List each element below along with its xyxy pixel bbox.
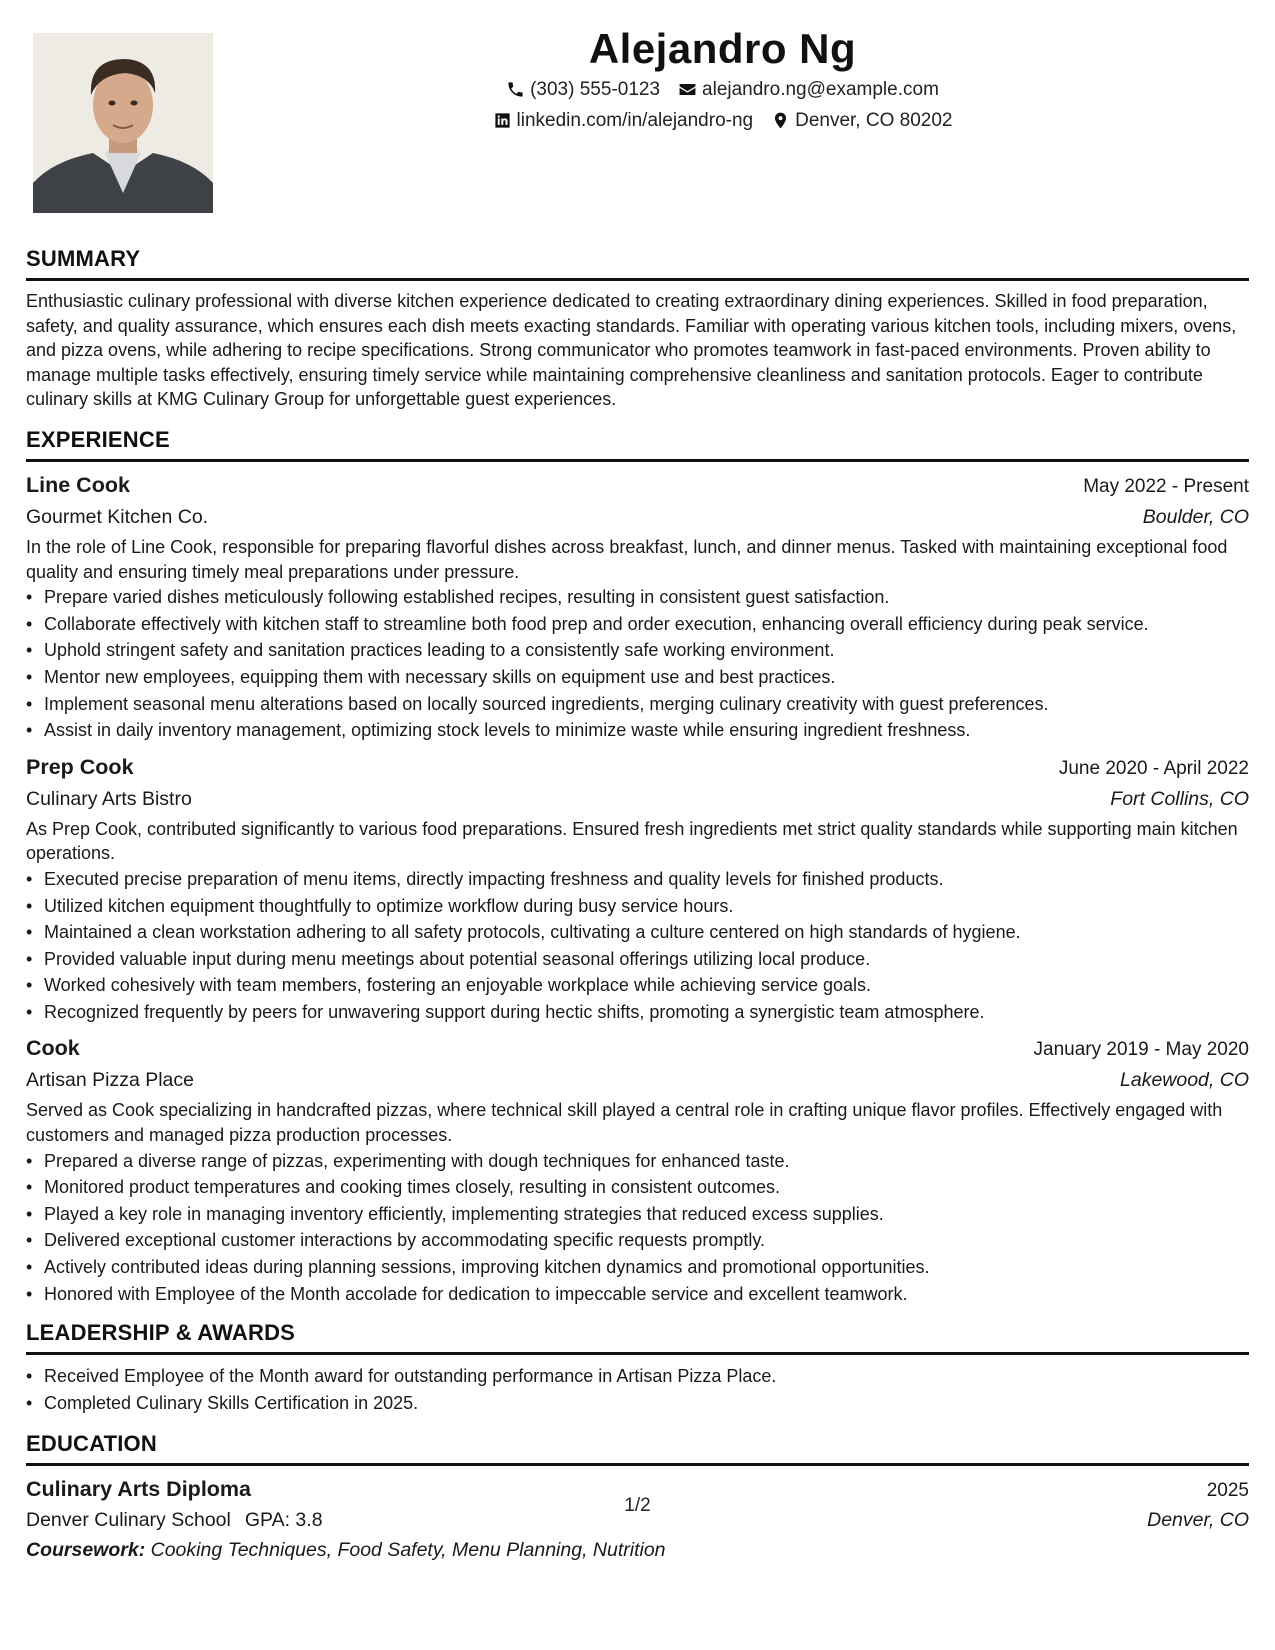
job-bullets <box>26 866 1249 1026</box>
job-location: Boulder, CO <box>1142 505 1249 528</box>
summary-section <box>26 245 1249 412</box>
job-bullets <box>26 1148 1249 1308</box>
job-bullet: • Utilized kitchen equipment thoughtfully to optimize workflow during busy service hours. <box>44 893 1249 920</box>
phone-icon <box>506 80 525 99</box>
job-dates: January 2019 - May 2020 <box>1033 1039 1249 1061</box>
section-title-awards: LEADERSHIP & AWARDS <box>26 1320 296 1346</box>
job-bullets <box>26 584 1249 744</box>
profile-photo-image <box>33 33 213 213</box>
linkedin-url[interactable]: linkedin.com/in/alejandro-ng <box>516 110 754 131</box>
job-bullet: • Implement seasonal menu alterations based on locally sourced ingredients, merging culinary creativity with guest preferences. <box>44 691 1249 718</box>
job-bullet: • Actively contributed ideas during planning sessions, improving kitchen dynamics and promotional opportunities. <box>44 1254 1249 1281</box>
gpa: GPA: 3.8 <box>244 1509 323 1532</box>
job-location: Fort Collins, CO <box>1110 787 1249 810</box>
awards-section <box>26 1319 1249 1416</box>
job-bullet: • Uphold stringent safety and sanitation practices leading to a consistently safe working environment. <box>44 637 1249 664</box>
contact-location <box>771 105 952 136</box>
profile-photo <box>33 33 213 213</box>
award-item: • Received Employee of the Month award for outstanding performance in Artisan Pizza Place. <box>44 1363 1249 1390</box>
job-company: Artisan Pizza Place <box>26 1069 194 1092</box>
job-bullet: • Prepare varied dishes meticulously following established recipes, resulting in consistent guest satisfaction. <box>44 584 1249 611</box>
section-title-summary: SUMMARY <box>26 246 141 271</box>
contact-line-2 <box>230 105 1215 136</box>
section-divider <box>26 459 1249 462</box>
resume-content <box>26 245 1249 1565</box>
section-title-education: EDUCATION <box>26 1431 157 1457</box>
job-bullet: • Executed precise preparation of menu items, directly impacting freshness and quality levels for finished products. <box>44 866 1249 893</box>
school-name: Denver Culinary School <box>26 1509 231 1532</box>
section-divider <box>26 278 1249 281</box>
job-location: Lakewood, CO <box>1120 1069 1249 1092</box>
award-item: • Completed Culinary Skills Certification in 2025. <box>44 1390 1249 1417</box>
job-bullet: • Mentor new employees, equipping them with necessary skills on equipment use and best practices. <box>44 664 1249 691</box>
envelope-icon <box>678 80 697 99</box>
section-title-experience: EXPERIENCE <box>26 426 170 452</box>
job-bullet: • Recognized frequently by peers for unwavering support during hectic shifts, promoting a synergistic team atmosphere. <box>44 999 1249 1026</box>
phone-number: (303) 555-0123 <box>530 79 661 100</box>
job-description: In the role of Line Cook, responsible for preparing flavorful dishes across breakfast, lunch, and dinner menus. Tasked with maintaining exceptional food quality and ensuring timely meal preparations under pressure. <box>26 536 1228 582</box>
coursework-list: Cooking Techniques, Food Safety, Menu Planning, Nutrition <box>150 1539 666 1562</box>
awards-list <box>26 1363 1249 1416</box>
job-bullet: • Honored with Employee of the Month accolade for dedication to impeccable service and excellent teamwork. <box>44 1281 1249 1308</box>
degree-title: Culinary Arts Diploma <box>26 1477 251 1502</box>
contact-line-1 <box>230 74 1215 105</box>
job-bullet: • Prepared a diverse range of pizzas, experimenting with dough techniques for enhanced taste. <box>44 1148 1249 1175</box>
experience-section <box>26 426 1249 1307</box>
section-divider <box>26 1463 1249 1466</box>
job-bullet: • Worked cohesively with team members, fostering an enjoyable workplace while achieving service goals. <box>44 972 1249 999</box>
page-number: 1/2 <box>624 1495 651 1516</box>
job-entry <box>26 470 1249 744</box>
job-bullet: • Collaborate effectively with kitchen staff to streamline both food prep and order execution, enhancing overall efficiency during peak service. <box>44 611 1249 638</box>
job-title: Cook <box>26 1036 80 1061</box>
section-divider <box>26 1352 1249 1355</box>
contact-linkedin[interactable] <box>493 105 754 136</box>
job-title: Line Cook <box>26 472 130 497</box>
map-pin-icon <box>771 111 790 130</box>
contact-phone <box>506 74 660 105</box>
job-description: Served as Cook specializing in handcrafted pizzas, where technical skill played a central role in crafting unique flavor profiles. Effectively engaged with customers and managed pizza production processes. <box>26 1100 1223 1146</box>
job-bullet: • Assist in daily inventory management, optimizing stock levels to minimize waste while ensuring ingredient freshness. <box>44 717 1249 744</box>
contact-email[interactable] <box>678 74 939 105</box>
job-dates: June 2020 - April 2022 <box>1058 757 1249 779</box>
resume-header <box>230 24 1215 136</box>
email-address[interactable]: alejandro.ng@example.com <box>702 79 939 100</box>
job-bullet: • Provided valuable input during menu meetings about potential seasonal offerings utilizing local produce. <box>44 946 1249 973</box>
coursework-label: Coursework: <box>26 1539 146 1562</box>
job-entry <box>26 1033 1249 1307</box>
school-location: Denver, CO <box>1147 1509 1249 1532</box>
job-dates: May 2022 - Present <box>1083 475 1249 497</box>
candidate-name: Alejandro Ng <box>588 25 857 72</box>
job-bullet: • Maintained a clean workstation adhering to all safety protocols, cultivating a culture centered on high standards of hygiene. <box>44 919 1249 946</box>
location-text: Denver, CO 80202 <box>795 110 953 131</box>
job-company: Culinary Arts Bistro <box>26 787 192 810</box>
job-bullet: • Delivered exceptional customer interactions by accommodating specific requests promptly. <box>44 1227 1249 1254</box>
education-year: 2025 <box>1206 1480 1249 1502</box>
job-company: Gourmet Kitchen Co. <box>26 505 209 528</box>
job-description: As Prep Cook, contributed significantly to various food preparations. Ensured fresh ingredients met strict quality standards while supporting main kitchen operations. <box>26 818 1238 864</box>
job-bullet: • Played a key role in managing inventory efficiently, implementing strategies that reduced excess supplies. <box>44 1201 1249 1228</box>
job-entry <box>26 752 1249 1026</box>
job-bullet: • Monitored product temperatures and cooking times closely, resulting in consistent outcomes. <box>44 1174 1249 1201</box>
coursework <box>26 1535 1249 1565</box>
summary-text: Enthusiastic culinary professional with diverse kitchen experience dedicated to creating extraordinary dining experiences. Skilled in food preparation, safety, and quality assurance, which ensures each dish meets exacting standards. Familiar with operating various kitchen tools, including mixers, ovens, and pizza ovens, while adhering to recipe specifications. Strong communicator who promotes teamwork in fast-paced environments. Proven ability to manage multiple tasks effectively, ensuring timely service while maintaining comprehensive cleanliness and sanitation protocols. Eager to contribute culinary skills at KMG Culinary Group for unforgettable guest experiences. <box>26 291 1237 410</box>
linkedin-icon <box>493 111 512 130</box>
job-title: Prep Cook <box>26 754 134 779</box>
